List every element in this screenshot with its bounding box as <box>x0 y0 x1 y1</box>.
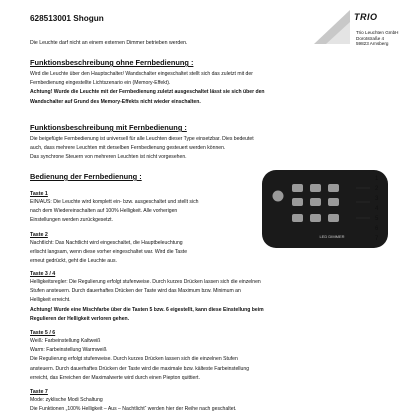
taste2-text <box>30 239 270 267</box>
text-line: Nachtlicht: Das Nachtlicht wird eingeschaltet, die Hauptbeleuchtung <box>30 240 183 246</box>
text-line: erreicht, das Erreichen der Maximalwerte wird durch einen Piepton quittiert. <box>30 374 200 381</box>
button-grid <box>328 184 339 192</box>
button-grid <box>328 214 339 222</box>
button-grid <box>292 214 303 222</box>
text-line: auch, dass mehrere Leuchten mit derselben Fernbedienung gesteuert werden können. <box>30 145 226 152</box>
section1-text <box>30 70 386 107</box>
callout-number: 2 <box>375 186 379 192</box>
remote-control-svg <box>260 166 390 252</box>
callout-number: 7 <box>375 236 379 242</box>
text-line: Stufen ansteuern. Durch dauerhaftes Drücken der Taste wird das Maximum bzw. Minimum an <box>30 288 241 295</box>
text-line: erneut gedrückt, geht die Leuchte aus. <box>30 258 117 265</box>
taste1-text <box>30 198 270 226</box>
taste1-title: Taste 1 <box>30 191 48 197</box>
text-line: EIN/AUS: Die Leuchte wird komplett ein- bzw. ausgeschaltet und stellt sich <box>30 199 199 205</box>
text-line: Warm: Farbeinstellung Warmweiß <box>30 347 107 354</box>
button-grid <box>310 184 321 192</box>
taste7-title: Taste 7 <box>30 389 48 395</box>
text-line: Die Funktionen „100% Helligkeit – Aus – Nachtlicht“ werden hier der Reihe nach geschaltet. <box>30 406 237 413</box>
section2-heading: Funktionsbeschreibung mit Fernbedienung : <box>30 123 187 132</box>
logo-text: TRIO <box>354 12 378 22</box>
taste56-text <box>30 337 386 383</box>
remote-control-illustration <box>260 166 390 268</box>
company-address <box>356 30 416 47</box>
callout-number: 4 <box>375 206 379 212</box>
text-line: erlischt langsam, wenn diese vorher eingeschaltet war. Wird die Taste <box>30 249 188 256</box>
section2-text <box>30 135 386 163</box>
text-line: Die Regulierung erfolgt stufenweise. Durch kurzes Drücken lassen sich die einzelnen Stufen <box>30 356 238 363</box>
taste7-text <box>30 396 386 414</box>
intro-text: Die Leuchte darf nicht an einem externen Dimmer betrieben werden. <box>30 40 188 46</box>
text-line: nach dem Wiedereinschalten auf 100% Helligkeit. Alle vorherigen <box>30 208 178 215</box>
warning-line: Achtung! Wurde die Leuchte mit der Fernbedienung zuletzt ausgeschaltet lässt sie sich über den <box>30 89 265 96</box>
section1-heading: Funktionsbeschreibung ohne Fernbedienung : <box>30 58 194 67</box>
button-grid <box>292 198 303 206</box>
address-line: Trio Leuchten GmbH <box>356 30 399 35</box>
address-line: Dorotstraße 4 <box>356 35 385 41</box>
button-power <box>273 191 284 202</box>
text-line: Die beigefügte Fernbedienung ist universell für alle Leuchten dieser Type einsetzbar. Dies bedeutet <box>30 136 254 142</box>
text-line: Helligkeit erreicht. <box>30 297 71 304</box>
button-grid <box>310 214 321 222</box>
taste56-title: Taste 5 / 6 <box>30 330 56 336</box>
taste34-title: Taste 3 / 4 <box>30 271 56 277</box>
warning-line: Wandschalter auf Grund des Memory-Effekts nicht wieder einschalten. <box>30 98 201 105</box>
text-line: ansteuern. Durch dauerhaftes Drücken der Taste wird die maximale bzw. kälteste Farbeinstellung <box>30 365 250 372</box>
button-grid <box>328 198 339 206</box>
callout-number: 3 <box>375 196 379 202</box>
callout-number: 6 <box>375 226 379 232</box>
text-line: Weiß: Farbeinstellung Kaltweiß <box>30 338 101 344</box>
text-line: Mode: zyklische Modi Schaltung <box>30 397 103 403</box>
text-line: Helligkeitsregler: Die Regulierung erfolgt stufenweise. Durch kurzes Drücken lassen sich die einzelnen <box>30 279 261 285</box>
section3-heading: Bedienung der Fernbedienung : <box>30 172 142 181</box>
warning-line: Achtung! Wurde eine Mischfarbe über die Tasten 5 bzw. 6 eigestellt, kann diese Einstellung beim <box>30 306 264 313</box>
text-line: Das synchrone Steuern von mehreren Leuchten ist nicht vorgesehen. <box>30 154 187 161</box>
address-line: 59823 Arnsberg <box>356 41 389 47</box>
text-line: Einstellungen werden zurückgesetzt. <box>30 217 113 224</box>
text-line: Wird die Leuchte über den Hauptschalter/ Wandschalter eingeschaltet stellt sich das zuletzt mit der <box>30 71 253 77</box>
remote-printed-label: LED DIMMER <box>319 234 345 239</box>
callout-number: 1 <box>375 176 379 182</box>
callout-number: 5 <box>375 216 379 222</box>
warning-line: Regulieren der Helligkeit verloren gehen. <box>30 315 130 322</box>
button-grid <box>310 198 321 206</box>
taste2-title: Taste 2 <box>30 232 48 238</box>
taste34-text <box>30 278 386 324</box>
text-line: Fernbedienung eingestellte Lichtszenario ein (Memory-Effekt). <box>30 80 171 87</box>
product-title: 628513001 Shogun <box>30 14 104 23</box>
button-grid <box>292 184 303 192</box>
